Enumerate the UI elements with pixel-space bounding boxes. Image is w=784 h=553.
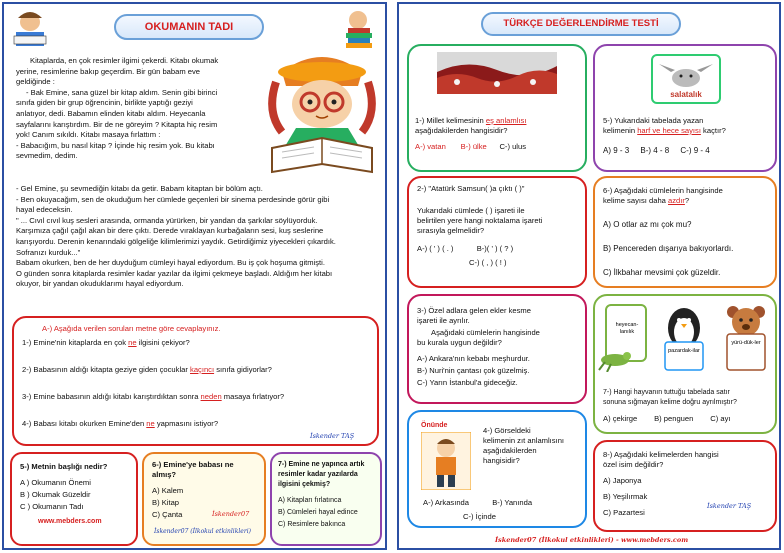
option-b: B-) Yanında — [492, 498, 533, 507]
question-text: 1-) Emine'nin kitaplarda en çok — [22, 338, 129, 347]
question-1 — [22, 338, 190, 348]
option-c: C-) 9 - 4 — [680, 146, 710, 155]
option-b: B-) 4 - 8 — [640, 146, 670, 155]
question-text: resimler kadar yazılarda — [278, 471, 358, 478]
question-keyword: kaçıncı — [190, 365, 215, 374]
test-title-banner — [481, 12, 681, 36]
option-a: A-) vatan — [415, 142, 446, 151]
rabbit-icon — [653, 58, 719, 88]
option-b: B) Yeşilırmak — [603, 492, 648, 501]
story-line: sınıfa giden bir grup öğrencinin, birlikte yaptığı geziyi — [16, 98, 193, 108]
option-b: B-) ülke — [460, 142, 487, 151]
question-text — [603, 126, 726, 136]
story-line: " ... Cıvıl cıvıl kuş sesleri arasında, ormanda yürürken, bir yandan da şarkılar söylüyorduk. — [16, 215, 318, 225]
website-link: www.mebders.com — [38, 518, 102, 525]
story-line: yok! Canım sıkıldı. Kitabı masaya fırlattım : — [16, 130, 161, 140]
options-row — [423, 498, 532, 508]
option-a: A) Kitapları fırlatınca — [278, 497, 342, 504]
story-line: - Ben okuyacağım, sen de okuduğum her cümlede geçenleri bir sinema perdesinde görür gibi — [16, 194, 330, 204]
question-text: 5-) Metnin başlığı nedir? — [20, 462, 108, 471]
option-c: C-) ulus — [499, 142, 527, 151]
question-text: sonuna sığmayan kelime doğru ayrılmıştır? — [603, 399, 737, 406]
signature: İskender07 — [212, 510, 250, 518]
story-line: - Babacığım, bu nasıl kitap ? İçinde hiç resim yok. Bu kitabı — [16, 140, 215, 150]
test-question-1 — [407, 44, 587, 172]
option-c: C) İlkbahar mevsimi çok güzeldir. — [603, 268, 721, 277]
story-line: yerine, resimlerine bakıp geçerdim. Bir gün babam eve — [16, 66, 201, 76]
option-a: A) 9 - 3 — [603, 146, 630, 155]
question-text: aşağıdakilerden hangisidir? — [415, 126, 508, 135]
question-text: hangisidir? — [483, 456, 520, 465]
question-text: Aşağıdaki cümlelerin hangisinde — [431, 328, 540, 337]
question-text: 8-) Aşağıdaki kelimelerden hangisi — [603, 450, 719, 459]
options-row — [417, 244, 513, 254]
story-line: geldiğinde : — [16, 77, 55, 87]
signature: İskender07 (İlkokul etkinlikleri) — [154, 528, 251, 535]
test-question-8 — [593, 440, 777, 532]
story-line: Sofranızı kurduk..." — [16, 247, 81, 257]
question-text: özel isim değildir? — [603, 460, 664, 469]
questions-header: A-) Aşağıda verilen soruları metne göre cevaplayınız. — [42, 324, 221, 333]
sign-word: yürü-dük-ler — [731, 340, 761, 346]
girl-reading-book-illustration — [262, 52, 380, 180]
test-title: TÜRKÇE DEĞERLENDİRME TESTİ — [503, 18, 659, 29]
question-5-box — [10, 452, 138, 546]
question-text: masaya fırlatıyor? — [221, 392, 285, 401]
test-question-7 — [593, 294, 777, 434]
question-text: 4-) Görseldeki — [483, 426, 531, 435]
question-text: almış? — [152, 470, 177, 479]
question-text: sınıfa gidiyorlar? — [214, 365, 272, 374]
question-keyword: ne — [128, 338, 137, 347]
options-row — [415, 142, 526, 152]
reading-page — [2, 2, 387, 550]
grasshopper-icon — [597, 346, 633, 372]
question-text: işareti ile ayrılır. — [417, 316, 470, 325]
story-title: OKUMANIN TADI — [144, 21, 234, 33]
story-line: Karşımıza çağıl çağıl akan bir dere çıktı. Derede vıraklayan kurbağaların sesi, kuş seslerine — [16, 226, 324, 236]
test-page — [397, 2, 781, 550]
question-text: 4-) Babası kitabı okurken Emine'den — [22, 419, 147, 428]
story-intro — [16, 56, 266, 162]
question-text: kelimenin zıt anlamlısını — [483, 436, 565, 445]
question-text: kelime sayısı daha — [603, 196, 668, 205]
penguin-icon — [659, 302, 709, 374]
option-a: A-) ( ' ) ( . ) — [417, 244, 454, 253]
question-text: 7-) Emine ne yapınca artık — [278, 461, 365, 468]
crowd-flag-photo — [437, 52, 557, 94]
option-b: B) penguen — [654, 414, 694, 423]
option-c: C) Resimlere bakınca — [278, 521, 346, 528]
story-line: - Bak Emine, sana güzel bir kitap aldım. Senin gibi birinci — [26, 87, 218, 97]
test-question-6 — [593, 176, 777, 288]
question-text: aşağıdakilerden — [483, 446, 537, 455]
question-keyword: ne — [146, 419, 155, 428]
question-text: ilgisini çekiyor? — [136, 338, 190, 347]
question-text: kaçtır? — [700, 126, 726, 135]
rabbit-sign — [651, 54, 721, 104]
question-text: 7-) Hangi hayvanın tuttuğu tabelada satır — [603, 389, 730, 396]
option-b: B-)( ' ) ( ? ) — [476, 244, 514, 253]
question-keyword: neden — [200, 392, 222, 401]
option-c: C) Çanta — [152, 510, 183, 519]
option-c: C) Pazartesi — [603, 508, 645, 517]
option-c: C-) Yarın İstanbul'a gideceğiz. — [417, 378, 518, 387]
story-line: - Gel Emine, şu sevmediğin kitabı da getir. Babam kitaptan bir bölüm açtı. — [16, 184, 263, 193]
question-text: 6-) Emine'ye babası ne — [152, 460, 234, 469]
story-line: O günden sonra kitaplarda resimler kadar yazılar da ilgimi çekmeye başladı. Aldığım her kitabı — [16, 268, 333, 278]
option-b: B-) Nuri'nin çantası çok güzelmiş. — [417, 366, 530, 375]
test-question-2 — [407, 176, 587, 288]
option-b: B ) Okumak Güzeldir — [20, 490, 91, 499]
question-text: ? — [684, 196, 690, 205]
question-text: sırasıyla gelmelidir? — [417, 226, 485, 235]
child-in-front-icon — [421, 432, 471, 490]
question-text: 3-) Özel adlara gelen ekler kesme — [417, 306, 531, 315]
signature: İskender TAŞ — [707, 502, 752, 510]
question-keyword: eş anlamlısı — [485, 116, 527, 125]
sign-word: salatalık — [670, 90, 702, 99]
option-c: C-) İçinde — [463, 512, 496, 521]
question-text — [415, 116, 526, 126]
open-questions-box — [12, 316, 379, 446]
question-text — [603, 196, 689, 206]
option-a: A) Kalem — [152, 486, 184, 495]
books-stack-child-icon — [338, 8, 378, 50]
story-line: anlatıyor, dedi. Babamın elinden kitabı aldım. Heyecanla — [16, 108, 206, 118]
story-title-banner — [114, 14, 264, 40]
test-question-3 — [407, 294, 587, 404]
question-keyword: azdır — [668, 196, 685, 205]
question-2 — [22, 365, 272, 375]
question-text: 5-) Yukarıdaki tabelada yazan — [603, 116, 704, 125]
question-text: 2-) "Atatürk Samsun( )a çıktı ( )" — [417, 184, 525, 193]
option-c: C) ayı — [710, 414, 731, 423]
story-line: Babam okurken, ben de her duyduğum cümleyi hayal ediyordum. Bu iş çok hoşuma gitmişti. — [16, 258, 325, 268]
story-line: okuyor, bir yandan okuduklarımı hayal ediyordum. — [16, 279, 184, 289]
story-line: Kitaplarda, en çok resimler ilgimi çekerdi. Kitabı okumak — [30, 56, 219, 65]
page-footer: İskender07 (İlkokul etkinlikleri) - www.mebders.com — [495, 536, 689, 544]
options-row — [603, 146, 710, 156]
question-6-box — [142, 452, 266, 546]
option-a: A) çekirge — [603, 414, 638, 423]
question-text: 3-) Emine babasının aldığı kitabı karıştırdıktan sonra — [22, 392, 201, 401]
question-text: 2-) Babasının aldığı kitapta geziye giden çocuklar — [22, 365, 191, 374]
question-text: 1-) Millet kelimesinin — [415, 116, 486, 125]
story-line: sevmedim, dedim. — [16, 151, 78, 161]
question-keyword: harf ve hece sayısı — [637, 126, 701, 135]
question-text: Yukarıdaki cümlede ( ) işareti ile — [417, 206, 525, 215]
test-question-5 — [593, 44, 777, 172]
question-text: yapmasını istiyor? — [154, 419, 219, 428]
image-label: Önünde — [421, 422, 448, 429]
option-a: A-) Ankara'nın kebabı meşhurdur. — [417, 354, 530, 363]
book-reading-child-icon — [10, 8, 50, 50]
question-4 — [22, 419, 218, 429]
option-a: A) O otlar az mı çok mu? — [603, 220, 692, 229]
option-b: B) Cümleleri hayal edince — [278, 509, 358, 516]
test-question-4 — [407, 410, 587, 528]
option-c: C ) Okumanın Tadı — [20, 502, 84, 511]
story-body — [16, 184, 384, 290]
question-text: kelimenin — [603, 126, 638, 135]
signature: İskender TAŞ — [310, 432, 355, 440]
option-a: A ) Okumanın Önemi — [20, 478, 91, 487]
option-c: C-) ( , ) ( ! ) — [469, 258, 507, 267]
question-text: ilgisini çekmiş? — [278, 481, 331, 488]
bear-icon — [719, 302, 773, 376]
story-line: karışıyordu. Derenin kenarındaki gölgeliğe kilimlerimizi yaydık. Getirdiğimiz yiyecekleri çıkardık. — [16, 236, 336, 246]
option-a: A) Japonya — [603, 476, 642, 485]
sign-word: pazardak-ilar — [668, 348, 700, 354]
question-text: 6-) Aşağıdaki cümlelerin hangisinde — [603, 186, 723, 195]
option-b: B) Kitap — [152, 498, 180, 507]
story-line: hayal edeceksin. — [16, 205, 73, 215]
question-7-box — [270, 452, 382, 546]
question-text: bu kurala uygun değildir? — [417, 338, 502, 347]
story-line: sayfalarını karıştırdım. Bir de ne göreyim ? Kitapta hiç resim — [16, 119, 218, 129]
sign-word: heyecan-lanılık — [615, 322, 639, 335]
question-3 — [22, 392, 284, 402]
question-text: belirtilen yere hangi noktalama işareti — [417, 216, 543, 225]
option-b: B) Pencereden dışarıya bakıyorlardı. — [603, 244, 734, 253]
options-row — [603, 414, 731, 424]
option-a: A-) Arkasında — [423, 498, 470, 507]
